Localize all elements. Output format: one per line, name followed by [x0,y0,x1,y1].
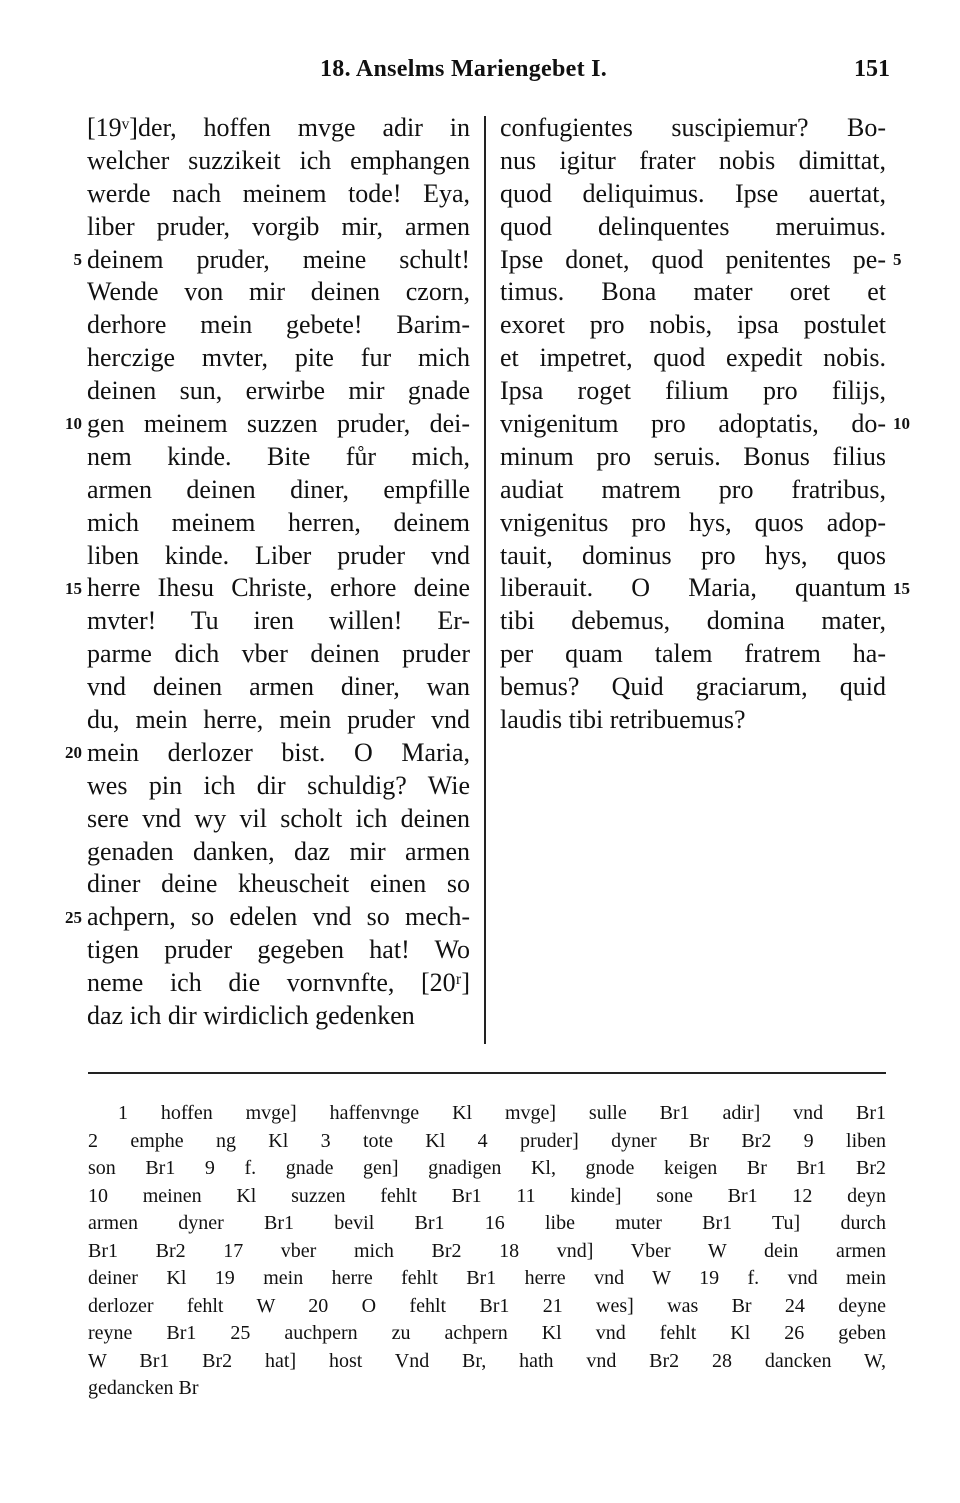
footnote-line: 1 hoffen mvge] haffenvnge Kl mvge] sulle Br1 adir] vnd Br1 [118,1102,886,1124]
footnote-line: deiner Kl 19 mein herre fehlt Br1 herre vnd W 19 f. vnd mein [88,1267,886,1289]
footnote-line: 2 emphe ng Kl 3 tote Kl 4 pruder] dyner Br Br2 9 liben [88,1129,886,1152]
text-line: gen meinem suzzen pruder, dei- [87,409,470,439]
text-line: timus. Bona mater oret et [500,277,886,307]
text-line: tibi debemus, domina mater, [500,606,886,636]
line-number: 5 [893,249,902,269]
text-line: per quam talem fratrem ha- [500,639,886,669]
text-line: quod delinquentes meruimus. [500,211,886,241]
text-line: mich meinem herren, deinem [87,507,470,537]
text-line: liber pruder, vorgib mir, armen [87,211,470,241]
text-line: sere vnd wy vil scholt ich deinen [87,803,470,833]
text-line: deinen sun, erwirbe mir gnade [87,376,470,406]
line-number: 5 [73,249,82,269]
text-line: Ipse donet, quod penitentes pe- [500,244,886,274]
text-line: [19ᵛ]der, hoffen mvge adir in [87,113,470,142]
text-line: exoret pro nobis, ipsa postulet [500,310,886,340]
page-number: 151 [854,56,890,82]
footnote-line: son Br1 9 f. gnade gen] gnadigen Kl, gnode keigen Br Br1 Br2 [88,1157,886,1179]
text-line: liben kinde. Liber pruder vnd [87,540,470,570]
text-line: neme ich die vornvnfte, [20ʳ] [87,968,470,998]
line-number: 10 [65,414,82,434]
running-title: 18. Anselms Mariengebet I. [320,56,608,82]
footnote-line: armen dyner Br1 bevil Br1 16 libe muter Br1 Tu] durch [88,1212,886,1234]
text-line: vnd deinen armen diner, wan [87,672,470,702]
page-header [0,56,960,96]
footnote-line: reyne Br1 25 auchpern zu achpern Kl vnd fehlt Kl 26 geben [88,1322,886,1344]
german-text-column [87,112,470,1033]
text-line: wes pin ich dir schuldig? Wie [87,770,470,800]
footnote-line: Br1 Br2 17 vber mich Br2 18 vnd] Vber W dein armen [88,1239,886,1262]
text-line: deinem pruder, meine schult! [87,244,470,274]
text-line: nem kinde. Bite fůr mich, [87,441,470,471]
text-line: liberauit. O Maria, quantum [500,573,886,603]
line-number: 10 [893,414,910,434]
footnote-line: derlozer fehlt W 20 O fehlt Br1 21 wes] was Br 24 deyne [88,1294,886,1317]
text-line: laudis tibi retribuemus? [500,705,746,735]
text-line: mein derlozer bist. O Maria, [87,737,470,767]
footnote-line: 10 meinen Kl suzzen fehlt Br1 11 kinde] sone Br1 12 deyn [88,1184,886,1207]
text-line: vnigenitus pro hys, quos adop- [500,507,886,537]
footnote-rule [88,1072,886,1074]
text-line: nus igitur frater nobis dimittat, [500,145,886,175]
text-line: derhore mein gebete! Barim- [87,310,470,340]
footnote-line: W Br1 Br2 hat] host Vnd Br, hath vnd Br2 28 dancken W, [88,1349,886,1372]
text-line: daz ich dir wirdiclich gedenken [87,1001,415,1031]
text-line: parme dich vber deinen pruder [87,639,470,669]
text-line: tigen pruder gegeben hat! Wo [87,935,470,965]
text-line: werde nach meinem tode! Eya, [87,178,470,208]
text-line: herre Ihesu Christe, erhore deine [87,573,470,603]
text-line: diner deine kheuscheit einen so [87,869,470,899]
line-number: 25 [65,907,82,927]
line-number: 15 [65,578,82,598]
critical-apparatus [88,1100,886,1403]
text-line: vnigenitum pro adoptatis, do- [500,409,886,439]
text-line: et impetret, quod expedit nobis. [500,343,886,373]
line-number: 15 [893,578,910,598]
latin-text-column [500,112,886,737]
text-line: mvter! Tu iren willen! Er- [87,606,470,636]
footnote-line: gedancken Br [88,1377,199,1399]
text-line: confugientes suscipiemur? Bo- [500,113,886,142]
text-line: achpern, so edelen vnd so mech- [87,902,470,932]
text-line: Wende von mir deinen czorn, [87,277,470,307]
text-line: armen deinen diner, empfille [87,474,470,504]
text-line: du, mein herre, mein pruder vnd [87,705,470,735]
text-line: bemus? Quid graciarum, quid [500,672,886,702]
text-line: herczige mvter, pite fur mich [87,343,470,373]
text-line: quod deliquimus. Ipse auertat, [500,178,886,208]
line-number: 20 [65,743,82,763]
text-line: tauit, dominus pro hys, quos [500,540,886,570]
text-line: minum pro seruis. Bonus filius [500,441,886,471]
text-line: genaden danken, daz mir armen [87,836,470,866]
text-line: Ipsa roget filium pro filijs, [500,376,886,406]
text-line: audiat matrem pro fratribus, [500,474,886,504]
column-divider [484,116,486,1044]
text-line: welcher suzzikeit ich emphangen [87,145,470,175]
